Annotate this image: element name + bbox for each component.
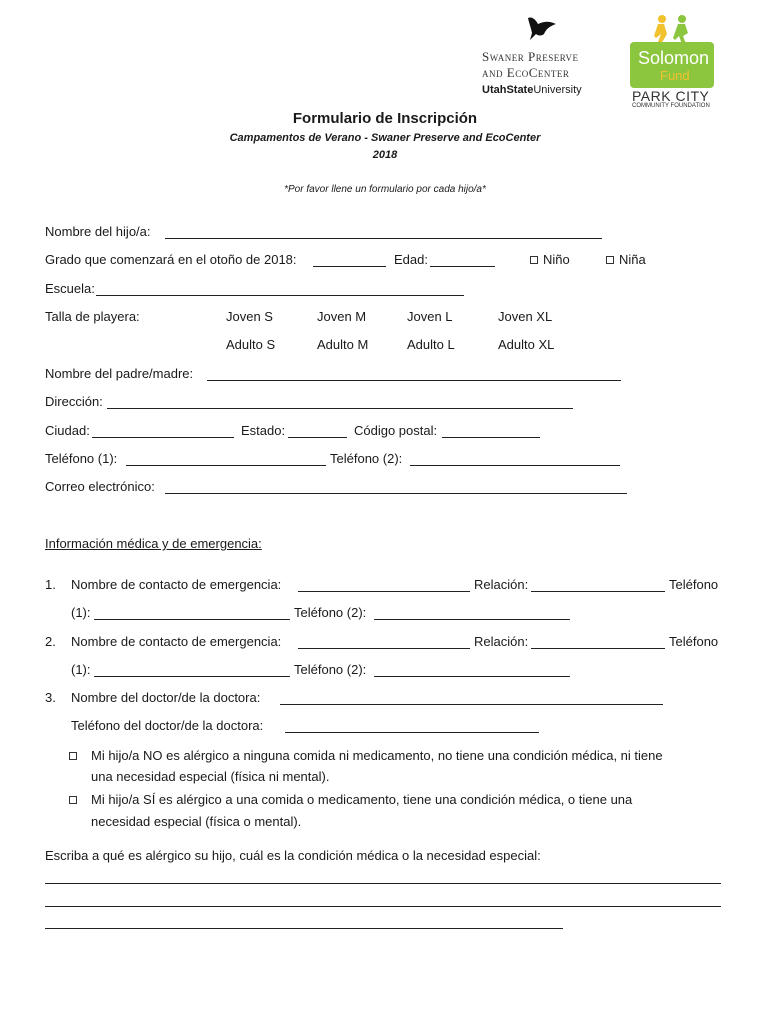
doctor-phone-field[interactable] bbox=[285, 732, 539, 733]
doctor-name-field[interactable] bbox=[280, 704, 663, 705]
form-subtitle: Campamentos de Verano - Swaner Preserve and EcoCenter bbox=[229, 132, 541, 144]
email-label: Correo electrónico: bbox=[45, 479, 155, 494]
usu-regular: University bbox=[533, 84, 582, 96]
emergency2-name-field[interactable] bbox=[298, 648, 470, 649]
city-label: Ciudad: bbox=[45, 423, 90, 438]
phone-word2: Teléfono bbox=[669, 634, 719, 649]
state-field[interactable] bbox=[288, 437, 347, 438]
girl-label: Niña bbox=[619, 252, 646, 267]
usu-logo bbox=[482, 84, 582, 96]
heron-icon bbox=[522, 14, 562, 44]
kids-icon bbox=[648, 14, 698, 44]
usu-bold: UtahState bbox=[482, 84, 534, 96]
size-adult-l[interactable]: Adulto L bbox=[407, 337, 455, 352]
phone1-cont1: (1): bbox=[71, 605, 91, 620]
age-label: Edad: bbox=[394, 252, 428, 267]
boy-option[interactable] bbox=[530, 252, 570, 268]
doctor-phone-label: Teléfono del doctor/de la doctora: bbox=[71, 718, 264, 733]
address-field[interactable] bbox=[107, 408, 573, 409]
emergency1-name-field[interactable] bbox=[298, 591, 470, 592]
describe-line-2[interactable] bbox=[45, 906, 721, 907]
parent-name-field[interactable] bbox=[207, 380, 621, 381]
parent-name-label: Nombre del padre/madre: bbox=[45, 366, 194, 381]
yes-allergy-text-1: Mi hijo/a SÍ es alérgico a una comida o medicamento, tiene una condición médica, o tiene una bbox=[91, 792, 633, 807]
emergency1-phone1-field[interactable] bbox=[94, 619, 290, 620]
girl-checkbox[interactable] bbox=[606, 256, 614, 264]
grade-label: Grado que comenzará en el otoño de 2018: bbox=[45, 252, 297, 267]
item3-number: 3. bbox=[45, 690, 56, 705]
shirt-size-label: Talla de playera: bbox=[45, 309, 140, 324]
item1-number: 1. bbox=[45, 577, 56, 592]
form-year: 2018 bbox=[372, 149, 398, 161]
park-city: PARK CITY bbox=[632, 88, 710, 104]
solomon-line1: Solomon bbox=[638, 48, 710, 68]
describe-line-1[interactable] bbox=[45, 883, 721, 884]
solomon-box bbox=[630, 42, 714, 88]
medical-heading: Información médica y de emergencia: bbox=[45, 536, 262, 551]
relation2-label: Relación: bbox=[474, 634, 529, 649]
size-youth-l[interactable]: Joven L bbox=[407, 309, 453, 324]
no-allergy-text-1: Mi hijo/a NO es alérgico a ninguna comida ni medicamento, no tiene una condición médica, ni tiene bbox=[91, 748, 663, 763]
school-field[interactable] bbox=[96, 295, 464, 296]
state-label: Estado: bbox=[241, 423, 286, 438]
grade-field[interactable] bbox=[313, 266, 386, 267]
girl-option[interactable] bbox=[606, 252, 646, 268]
size-youth-xl[interactable]: Joven XL bbox=[498, 309, 553, 324]
describe-label: Escriba a qué es alérgico su hijo, cuál es la condición médica o la necesidad especial: bbox=[45, 848, 541, 863]
city-field[interactable] bbox=[92, 437, 234, 438]
school-label: Escuela: bbox=[45, 281, 95, 296]
emergency2-phone2-label: Teléfono (2): bbox=[294, 662, 367, 677]
size-youth-s[interactable]: Joven S bbox=[226, 309, 273, 324]
phone-word1: Teléfono bbox=[669, 577, 719, 592]
emergency1-phone2-label: Teléfono (2): bbox=[294, 605, 367, 620]
swaner-line2: and EcoCenter bbox=[482, 65, 570, 80]
emergency2-phone1-field[interactable] bbox=[94, 676, 290, 677]
boy-checkbox[interactable] bbox=[530, 256, 538, 264]
form-note: *Por favor llene un formulario por cada hijo/a* bbox=[284, 184, 486, 195]
email-field[interactable] bbox=[165, 493, 627, 494]
zip-label: Código postal: bbox=[354, 423, 438, 438]
emergency2-phone2-field[interactable] bbox=[374, 676, 570, 677]
relation1-field[interactable] bbox=[531, 591, 665, 592]
phone2-label: Teléfono (2): bbox=[330, 451, 403, 466]
size-adult-s[interactable]: Adulto S bbox=[226, 337, 276, 352]
emergency1-phone2-field[interactable] bbox=[374, 619, 570, 620]
zip-field[interactable] bbox=[442, 437, 540, 438]
item2-number: 2. bbox=[45, 634, 56, 649]
community-foundation: COMMUNITY FOUNDATION bbox=[632, 103, 710, 109]
child-name-label: Nombre del hijo/a: bbox=[45, 224, 151, 239]
yes-allergy-checkbox[interactable] bbox=[69, 796, 77, 804]
no-allergy-text-2: una necesidad especial (física ni mental). bbox=[91, 769, 330, 784]
no-allergy-checkbox[interactable] bbox=[69, 752, 77, 760]
size-adult-m[interactable]: Adulto M bbox=[317, 337, 369, 352]
size-adult-xl[interactable]: Adulto XL bbox=[498, 337, 555, 352]
phone1-label: Teléfono (1): bbox=[45, 451, 118, 466]
doctor-name-label: Nombre del doctor/de la doctora: bbox=[71, 690, 261, 705]
form-title: Formulario de Inscripción bbox=[292, 110, 478, 127]
address-label: Dirección: bbox=[45, 394, 103, 409]
relation1-label: Relación: bbox=[474, 577, 529, 592]
describe-line-3[interactable] bbox=[45, 928, 563, 929]
emergency2-label: Nombre de contacto de emergencia: bbox=[71, 634, 282, 649]
yes-allergy-text-2: necesidad especial (física o mental). bbox=[91, 814, 302, 829]
phone1-field[interactable] bbox=[126, 465, 326, 466]
solomon-line2: Fund bbox=[660, 68, 690, 83]
boy-label: Niño bbox=[543, 252, 570, 267]
swaner-line1: Swaner Preserve bbox=[482, 49, 579, 64]
relation2-field[interactable] bbox=[531, 648, 665, 649]
age-field[interactable] bbox=[430, 266, 495, 267]
phone2-field[interactable] bbox=[410, 465, 620, 466]
emergency1-label: Nombre de contacto de emergencia: bbox=[71, 577, 282, 592]
child-name-field[interactable] bbox=[165, 238, 602, 239]
phone1-cont2: (1): bbox=[71, 662, 91, 677]
size-youth-m[interactable]: Joven M bbox=[317, 309, 367, 324]
